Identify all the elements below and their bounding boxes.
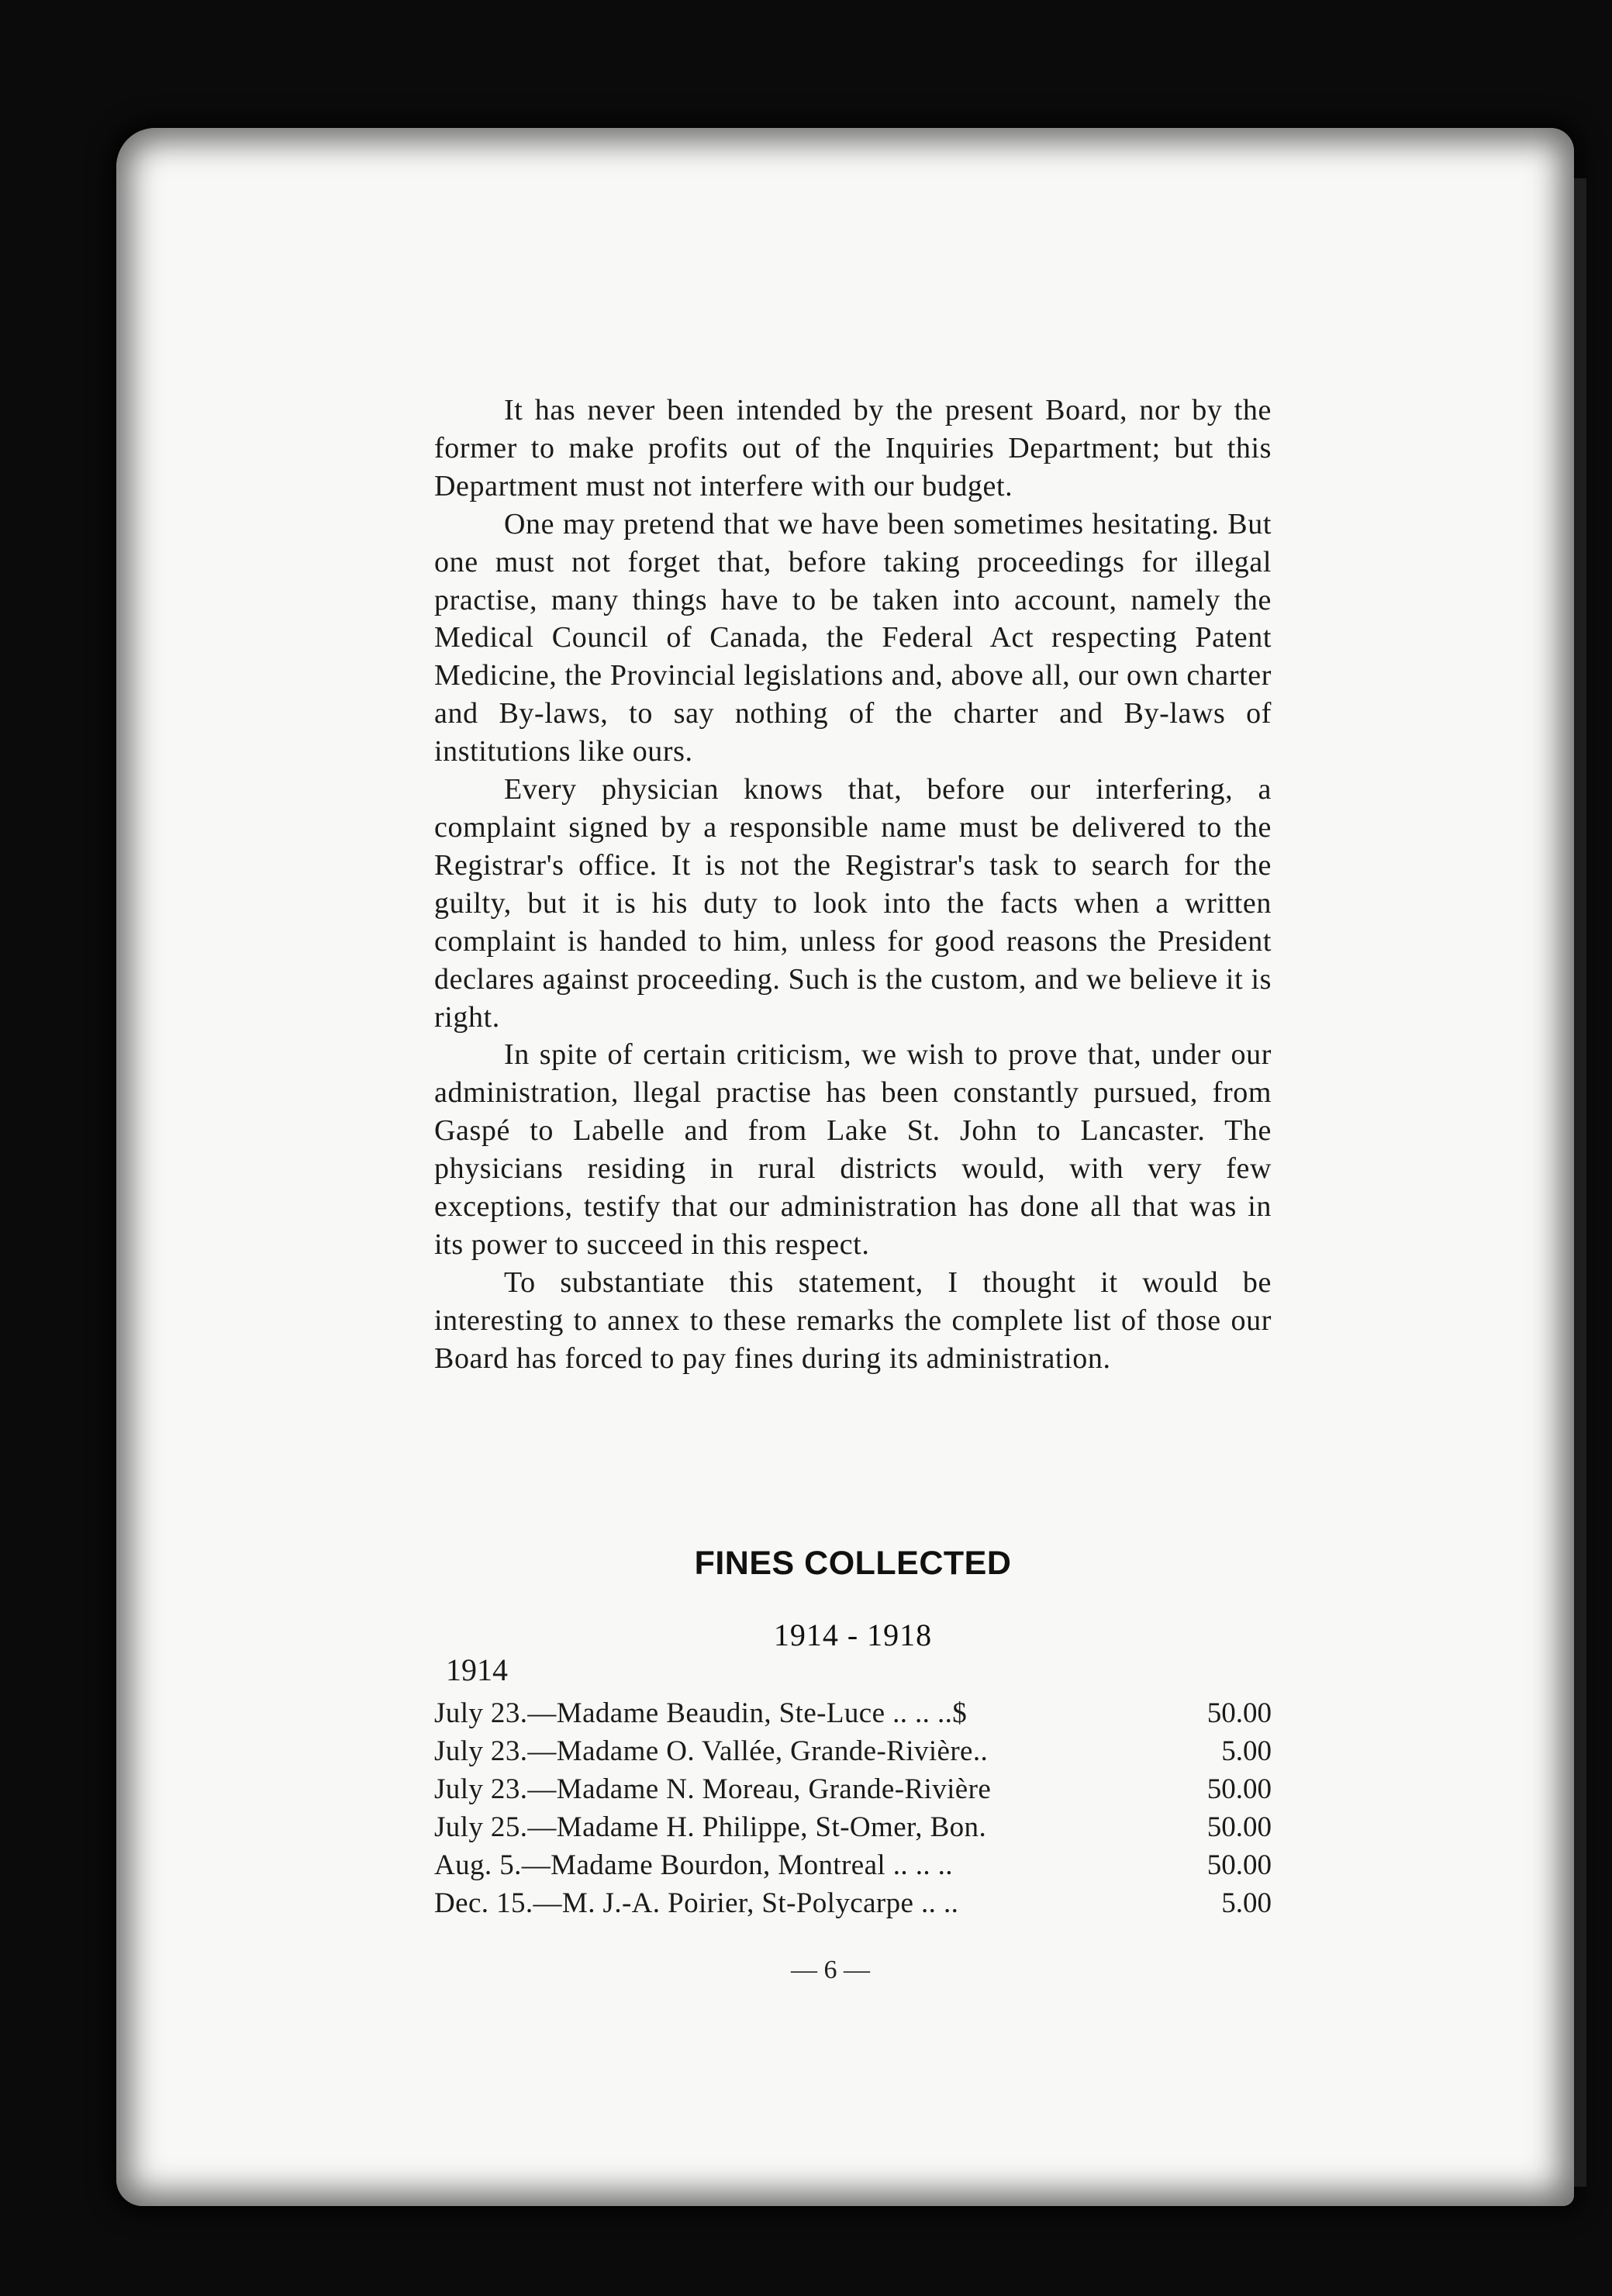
list-item — [434, 1770, 1272, 1808]
fine-description: July 23.—Madame O. Vallée, Grande-Rivière.. — [434, 1735, 989, 1767]
section-heading: FINES COLLECTED — [694, 1545, 1012, 1582]
paragraph: Every physician knows that, before our interfering, a complaint signed by a responsible name must be delivered to the Registrar's office. It is not the Registrar's task to search for the guilty, but it is his duty to look into the facts when a written complaint is handed to him, unless for good reasons the President declares against proceeding. Such is the custom, and we believe it is right. — [434, 773, 1272, 1034]
paragraph: In spite of certain criticism, we wish to prove that, under our administration, llegal practise has been constantly pursued, from Gaspé to Labelle and from Lake St. John to Lancaster. The physicians residing in rural districts would, with very few exceptions, testify that our administration has done all that was in its power to succeed in this respect. — [434, 1038, 1272, 1261]
list-item — [434, 1884, 1272, 1922]
fine-amount: 50.00 — [1206, 1773, 1272, 1805]
fine-amount: 5.00 — [1221, 1735, 1272, 1767]
body-text — [434, 392, 1272, 1378]
year-label: 1914 — [446, 1652, 508, 1687]
period-heading: 1914 - 1918 — [773, 1618, 933, 1652]
fine-amount: 50.00 — [1206, 1849, 1272, 1881]
paragraph: One may pretend that we have been sometimes hesitating. But one must not forget that, before taking proceedings for illegal practise, many things have to be taken into account, namely the Medical Council of Canada, the Federal Act respecting Patent Medicine, the Provincial legislations and, above all, our own charter and By-laws, to say nothing of the charter and By-laws of institutions like ours. — [434, 507, 1272, 768]
fine-amount: 5.00 — [1221, 1887, 1272, 1919]
fine-description: July 23.—Madame Beaudin, Ste-Luce .. .. ..$ — [434, 1697, 968, 1729]
page-edge — [1574, 178, 1586, 2187]
fine-amount: 50.00 — [1206, 1697, 1272, 1729]
paragraph: It has never been intended by the present Board, nor by the former to make profits out of the Inquiries Department; but this Department must not interfere with our budget. — [434, 394, 1272, 502]
list-item — [434, 1846, 1272, 1884]
list-item — [434, 1732, 1272, 1770]
list-item — [434, 1694, 1272, 1732]
fine-description: July 25.—Madame H. Philippe, St-Omer, Bon. — [434, 1811, 987, 1843]
fine-description: Dec. 15.—M. J.-A. Poirier, St-Polycarpe .. .. — [434, 1887, 959, 1919]
fine-description: July 23.—Madame N. Moreau, Grande-Rivière — [434, 1773, 992, 1805]
paragraph: To substantiate this statement, I thought it would be interesting to annex to these remarks the complete list of those our Board has forced to pay fines during its administration. — [434, 1265, 1272, 1375]
page-number: — 6 — — [791, 1956, 870, 1984]
fines-list — [434, 1694, 1272, 1922]
fine-description: Aug. 5.—Madame Bourdon, Montreal .. .. .. — [434, 1849, 953, 1881]
fine-amount: 50.00 — [1206, 1811, 1272, 1843]
list-item — [434, 1808, 1272, 1846]
